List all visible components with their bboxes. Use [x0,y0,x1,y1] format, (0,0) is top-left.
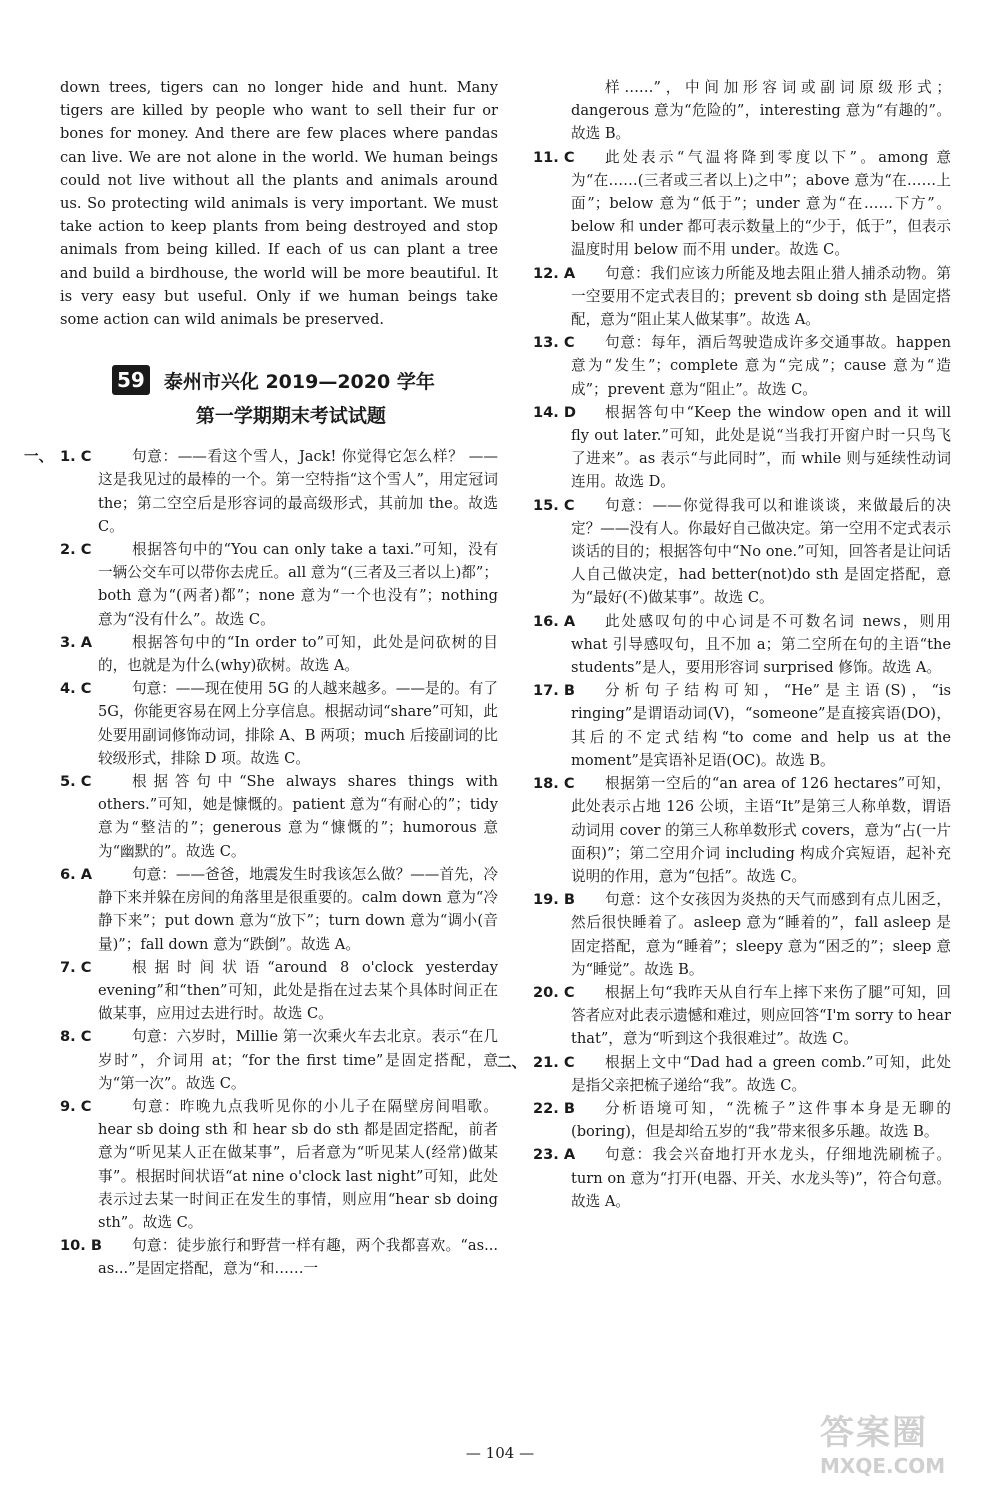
answer-text: 句意：——你觉得我可以和谁谈谈，来做最后的决定？——没有人。你最好自己做决定。第一空用不定式表示谈话的目的；根据答句中“No one.”可知，回答者是让问话人自己做决定，had better(not)do sth 是固定搭配，意为“最好(不)做某事”。故选 C。 [571,496,951,607]
answer-number: 22. B [533,1099,576,1117]
answer-text: 此处表示“气温将降到零度以下”。among 意为“在……(三者或三者以上)之中”；above 意为“在……上面”；below 意为“低于”；under 意为“在……下方”。below 和 under 都可表示数量上的“少于，低于”，但表示温度时用 below 而不用 under。故选 C。 [571,148,951,259]
answer-number: 6. A [60,865,93,883]
answer-number: 21. C [533,1053,575,1071]
answer-text: 根据答句中“Keep the window open and it will fly out later.”可知，此处是说“当我打开窗户时一只鸟飞了进来”。as 表示“与此同时”，而 while 则与延续性动词连用。故选 D。 [571,403,951,491]
answer-item [60,956,498,1026]
answer-item [60,538,498,631]
answer-number: 5. C [60,773,92,791]
left-column [24,76,498,1281]
answer-item [533,401,951,494]
answer-text: 句意：昨晚九点我听见你的小儿子在隔壁房间唱歌。hear sb doing sth 和 hear sb do sth 都是固定搭配，前者意为“听见某人正在做某事”，后者意为“听见某人(经常)做某事”。根据时间状语“at nine o'clock last night”可知，此处表示过去某一时间正在发生的事情，则应用“hear sb doing sth”。故选 C。 [98,1097,498,1231]
answer-list-part-1-cont [533,146,951,1051]
watermark-url: MXQE.COM [820,1454,946,1478]
answer-item [497,1051,951,1097]
answer-item [60,770,498,863]
answer-number: 9. C [60,1097,92,1115]
answer-text: 句意：——爸爸，地震发生时我该怎么做？——首先，冷静下来并躲在房间的角落里是很重要的。calm down 意为“冷静下来”；put down 意为“放下”；turn down 意为“调小(音量)”；fall down 意为“跌倒”。故选 A。 [98,865,498,953]
answer-number: 14. D [533,403,577,421]
answer-number: 15. C [533,496,575,514]
answer-item [533,146,951,262]
site-watermark [820,1405,988,1478]
answer-item [533,888,951,981]
answer-text: 句意：——看这个雪人，Jack! 你觉得它怎么样？ ——这是我见过的最棒的一个。第一空特指“这个雪人”，用定冠词 the；第二空空后是形容词的最高级形式，其前加 the。故选 C。 [98,448,498,535]
answer-item [533,679,951,772]
answer-item [60,1095,498,1234]
answer-number: 12. A [533,264,576,282]
answer-number: 2. C [60,541,92,559]
answer-list-part-1 [24,445,498,1280]
section-heading [112,365,498,433]
answer-item [533,772,951,888]
answer-number: 19. B [533,891,576,909]
answer-text: 句意：我们应该力所能及地去阻止猎人捕杀动物。第一空要用不定式表目的；prevent sb doing sth 是固定搭配，意为“阻止某人做某事”。故选 A。 [571,264,951,329]
answer-list-part-2 [497,1051,951,1213]
answer-item [533,262,951,332]
answer-item [533,610,951,680]
page-number: — 104 — [465,1444,535,1462]
answer-text: 根据第一空后的“an area of 126 hectares”可知，此处表示占地 126 公顷，主语“It”是第三人称单数，谓语动词用 cover 的第三人称单数形式 covers，意为“占(一片面积)”；第二空用介词 including 构成介宾短语，起补充说明的作用，意为“包括”。故选 C。 [571,775,951,885]
answer-item [533,1097,951,1143]
section-number-badge: 59 [112,365,150,395]
answer-text: 根据上句“我昨天从自行车上摔下来伤了腿”可知，回答者应对此表示遗憾和难过，则应回答“I'm sorry to hear that”，意为“听到这个我很难过”。故选 C。 [571,983,951,1048]
answer-number: 4. C [60,680,92,698]
answer-item [533,1143,951,1213]
answer-number: 13. C [533,334,575,352]
answer-item [533,981,951,1051]
answer-text: 句意：——现在使用 5G 的人越来越多。——是的。有了 5G，你能更容易在网上分享信息。根据动词“share”可知，此处要用副词修饰动词，排除 A、B 两项；much 后接副词的比较级形式，排除 D 项。故选 C。 [98,680,498,767]
answer-text: 句意：这个女孩因为炎热的天气而感到有点儿困乏，然后很快睡着了。asleep 意为“睡着的”，fall asleep 是固定搭配，意为“睡着”；sleepy 意为“困乏的”；sleep 意为“睡觉”。故选 B。 [571,891,951,978]
answer-text: 根据答句中的“In order to”可知，此处是问砍树的目的，也就是为什么(why)砍树。故选 A。 [98,633,498,675]
answer-text: 句意：我会兴奋地打开水龙头，仔细地洗刷梳子。turn on 意为“打开(电器、开关、水龙头等)”，符合句意。故选 A。 [571,1146,951,1210]
answer-number: 18. C [533,775,575,793]
answer-text: 句意：徒步旅行和野营一样有趣，两个我都喜欢。“as... as...”是固定搭配，意为“和……一 [98,1237,498,1278]
part-label: 一、 [24,448,54,466]
answer-item [60,1234,498,1280]
answer-item [60,1025,498,1095]
answer-number: 10. B [60,1237,103,1255]
answer-text: 根据时间状语“around 8 o'clock yesterday evening”和“then”可知，此处是指在过去某个具体时间正在做某事，应用过去进行时。故选 C。 [98,958,498,1023]
answer-text: 分析语境可知，“洗梳子”这件事本身是无聊的(boring)，但是却给五岁的“我”带来很多乐趣。故选 B。 [571,1099,951,1141]
section-title [164,365,435,433]
answer-item [60,631,498,677]
answer-number: 23. A [533,1146,576,1164]
answer-text: 此处感叹句的中心词是不可数名词 news，则用 what 引导感叹句，且不加 a；第二空所在句的主语“the students”是人，要用形容词 surprised 修饰。故选 A。 [571,612,951,677]
answer-continuation [533,76,951,146]
answer-number: 3. A [60,633,93,651]
answer-number: 8. C [60,1028,92,1046]
answer-item [24,445,498,538]
answer-item [533,494,951,610]
answer-item [60,677,498,770]
section-title-line2: 第一学期期末考试试题 [195,405,386,428]
answer-text: 根据答句中的“You can only take a taxi.”可知，没有一辆公交车可以带你去虎丘。all 意为“(三者及三者以上)都”；both 意为“(两者)都”；none 意为“一个也没有”；nothing 意为“没有什么”。故选 C。 [98,541,498,628]
answer-number: 1. C [60,448,92,466]
answer-number: 20. C [533,983,575,1001]
answer-text: 根据答句中“She always shares things with others.”可知，她是慷慨的。patient 意为“有耐心的”；tidy 意为“整洁的”；generous 意为“慷慨的”；humorous 意为“幽默的”。故选 C。 [98,773,498,860]
answer-text: 分析句子结构可知，“He”是主语(S)，“is ringing”是谓语动词(V)，“someone”是直接宾语(DO)，其后的不定式结构“to come and help us at the moment”是宾语补足语(OC)。故选 B。 [571,682,951,769]
answer-text: 句意：每年，酒后驾驶造成许多交通事故。happen 意为“发生”；complete 意为“完成”；cause 意为“造成”；prevent 意为“阻止”。故选 C。 [571,334,951,398]
answer-number: 17. B [533,682,576,700]
answer-number: 7. C [60,958,92,976]
answer-text: 句意：六岁时，Millie 第一次乘火车去北京。表示“在几岁时”，介词用 at；“for the first time”是固定搭配，意为“第一次”。故选 C。 [98,1028,498,1092]
section-title-line1: 泰州市兴化 2019—2020 学年 [163,371,435,394]
answer-number: 11. C [533,148,575,166]
right-column [497,76,951,1213]
answer-text: 根据上文中“Dad had a green comb.”可知，此处是指父亲把梳子递给“我”。故选 C。 [571,1053,951,1094]
passage-paragraph: down trees, tigers can no longer hide and hunt. Many tigers are killed by people who want to sell their fur or bones for money. And there are few places where pandas can live. We are not alone in the world. We human beings could not live without all the plants and animals around us. So protecting wild animals is very important. We must take action to keep plants from being destroyed and stop animals from being killed. If each of us can plant a tree and build a birdhouse, the world will be more beautiful. It is very easy but useful. Only if we human beings take some action can wild animals be preserved. [60,79,498,329]
answer-text: 样……”，中间加形容词或副词原级形式；dangerous 意为“危险的”，interesting 意为“有趣的”。故选 B。 [571,79,951,143]
watermark-logo-text: 答案圈 [820,1413,928,1453]
answer-item [533,331,951,401]
answer-item [60,863,498,956]
answer-number: 16. A [533,612,576,630]
part-label: 二、 [497,1053,527,1071]
